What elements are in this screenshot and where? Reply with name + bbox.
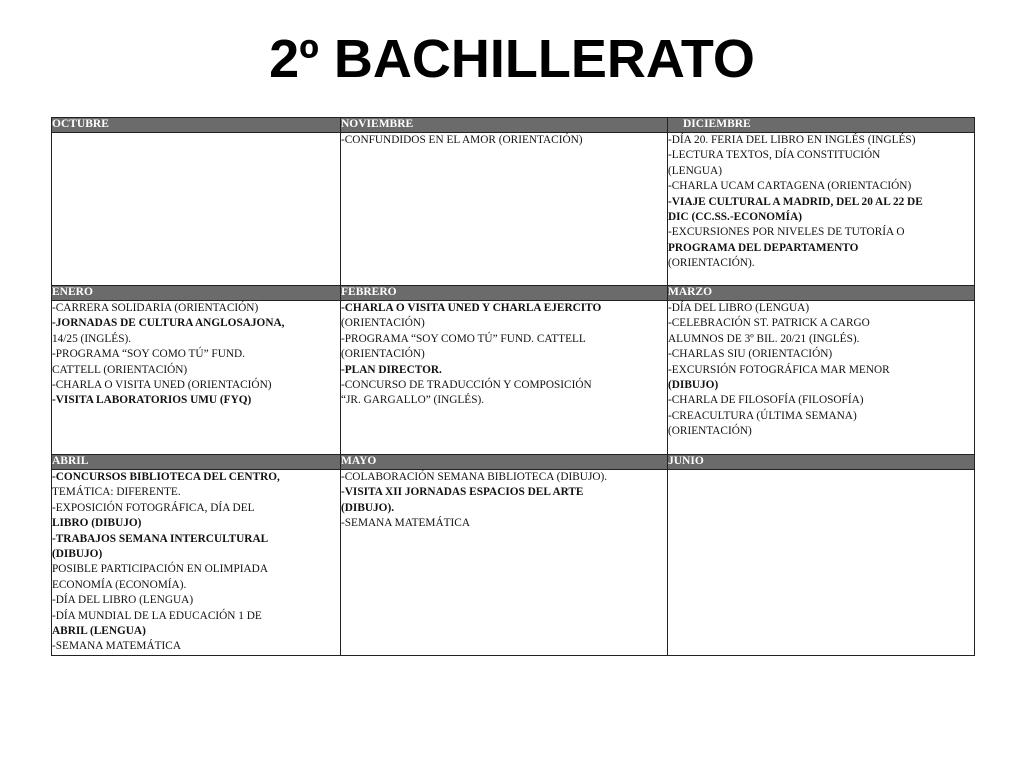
activity-line: -CHARLA O VISITA UNED (ORIENTACIÓN) (52, 379, 272, 392)
activities-marzo (668, 301, 975, 455)
month-header-mayo: MAYO (341, 455, 668, 470)
activities-junio (668, 470, 975, 656)
activity-line: (DIBUJO) (52, 548, 103, 561)
activity-line: -SEMANA MATEMÁTICA (341, 517, 470, 530)
month-header-diciembre: DICIEMBRE (668, 118, 975, 133)
month-header-row (52, 118, 975, 133)
activity-line: (ORIENTACIÓN) (341, 348, 425, 361)
activity-row (52, 133, 975, 286)
activity-line: ECONOMÍA (ECONOMÍA). (52, 578, 187, 591)
activity-line: -PROGRAMA “SOY COMO TÚ” FUND. CATTELL (341, 332, 586, 345)
activity-line: (ORIENTACIÓN) (668, 425, 752, 438)
activity-line: -TRABAJOS SEMANA INTERCULTURAL (52, 532, 269, 545)
activity-row (52, 470, 975, 656)
month-header-junio: JUNIO (668, 455, 975, 470)
activity-line: -VISITA LABORATORIOS UMU (FYQ) (52, 394, 252, 407)
month-header-row (52, 455, 975, 470)
month-header-enero: ENERO (52, 286, 341, 301)
activity-line: -VISITA XII JORNADAS ESPACIOS DEL ARTE (341, 486, 584, 499)
month-header-abril: ABRIL (52, 455, 341, 470)
activities-mayo (341, 470, 668, 656)
activity-line: -CREACULTURA (ÚLTIMA SEMANA) (668, 409, 857, 422)
activity-line: -CHARLA O VISITA UNED Y CHARLA EJERCITO (341, 302, 602, 314)
month-header-noviembre: NOVIEMBRE (341, 118, 668, 133)
activity-line: -CHARLA DE FILOSOFÍA (FILOSOFÍA) (668, 394, 864, 407)
activity-calendar-table (51, 117, 975, 656)
activity-line: -EXPOSICIÓN FOTOGRÁFICA, DÍA DEL (52, 501, 255, 514)
activity-line: “JR. GARGALLO” (INGLÉS). (341, 394, 485, 407)
activity-line: -EXCURSIONES POR NIVELES DE TUTORÍA O (668, 226, 905, 239)
activity-line: LIBRO (DIBUJO) (52, 517, 142, 530)
activity-line: (ORIENTACIÓN). (668, 257, 755, 270)
activity-row (52, 301, 975, 455)
activity-line: (ORIENTACIÓN) (341, 317, 425, 330)
month-header-febrero: FEBRERO (341, 286, 668, 301)
activity-line: ALUMNOS DE 3º BIL. 20/21 (INGLÉS). (668, 332, 860, 345)
activity-line: -CELEBRACIÓN ST. PATRICK A CARGO (668, 317, 870, 330)
activity-line: -COLABORACIÓN SEMANA BIBLIOTECA (DIBUJO). (341, 471, 608, 483)
activity-line: -PROGRAMA “SOY COMO TÚ” FUND. (52, 348, 246, 361)
activity-line: TEMÁTICA: DIFERENTE. (52, 486, 181, 499)
activity-line: POSIBLE PARTICIPACIÓN EN OLIMPIADA (52, 563, 268, 576)
activities-octubre (52, 133, 341, 286)
activity-line: -DÍA 20. FERIA DEL LIBRO EN INGLÉS (INGLÉS) (668, 134, 916, 146)
activity-line: -CONCURSOS BIBLIOTECA DEL CENTRO, (52, 471, 280, 483)
activity-line: -SEMANA MATEMÁTICA (52, 640, 181, 653)
activities-noviembre (341, 133, 668, 286)
activity-line: -LECTURA TEXTOS, DÍA CONSTITUCIÓN (668, 149, 881, 162)
activities-diciembre (668, 133, 975, 286)
activity-line: -DÍA DEL LIBRO (LENGUA) (52, 594, 194, 607)
activity-line: -CONFUNDIDOS EN EL AMOR (ORIENTACIÓN) (341, 134, 583, 146)
month-header-marzo: MARZO (668, 286, 975, 301)
activity-line: -CHARLAS SIU (ORIENTACIÓN) (668, 348, 833, 361)
activity-line: -EXCURSIÓN FOTOGRÁFICA MAR MENOR (668, 363, 890, 376)
activity-line: -CONCURSO DE TRADUCCIÓN Y COMPOSICIÓN (341, 379, 592, 392)
activity-line: -DÍA DEL LIBRO (LENGUA) (668, 302, 810, 314)
activities-febrero (341, 301, 668, 455)
activity-line: -JORNADAS DE CULTURA ANGLOSAJONA, (52, 317, 285, 330)
activity-line: -PLAN DIRECTOR. (341, 363, 442, 376)
activity-line: -VIAJE CULTURAL A MADRID, DEL 20 AL 22 DE (668, 195, 923, 208)
activity-line: (DIBUJO). (341, 501, 395, 514)
month-header-row (52, 286, 975, 301)
activity-line: DIC (CC.SS.-ECONOMÍA) (668, 211, 802, 224)
activity-line: (LENGUA) (668, 164, 722, 177)
month-header-octubre: OCTUBRE (52, 118, 341, 133)
activity-line: -DÍA MUNDIAL DE LA EDUCACIÓN 1 DE (52, 609, 262, 622)
activity-line: -CHARLA UCAM CARTAGENA (ORIENTACIÓN) (668, 180, 912, 193)
page-title: 2º BACHILLERATO (269, 29, 755, 89)
activities-enero (52, 301, 341, 455)
activity-line: 14/25 (INGLÉS). (52, 332, 132, 345)
activity-line: (DIBUJO) (668, 379, 719, 392)
activity-line: CATTELL (ORIENTACIÓN) (52, 363, 188, 376)
activity-line: PROGRAMA DEL DEPARTAMENTO (668, 241, 859, 254)
activities-abril (52, 470, 341, 656)
activity-line: ABRIL (LENGUA) (52, 625, 146, 638)
activity-line: -CARRERA SOLIDARIA (ORIENTACIÓN) (52, 302, 259, 314)
